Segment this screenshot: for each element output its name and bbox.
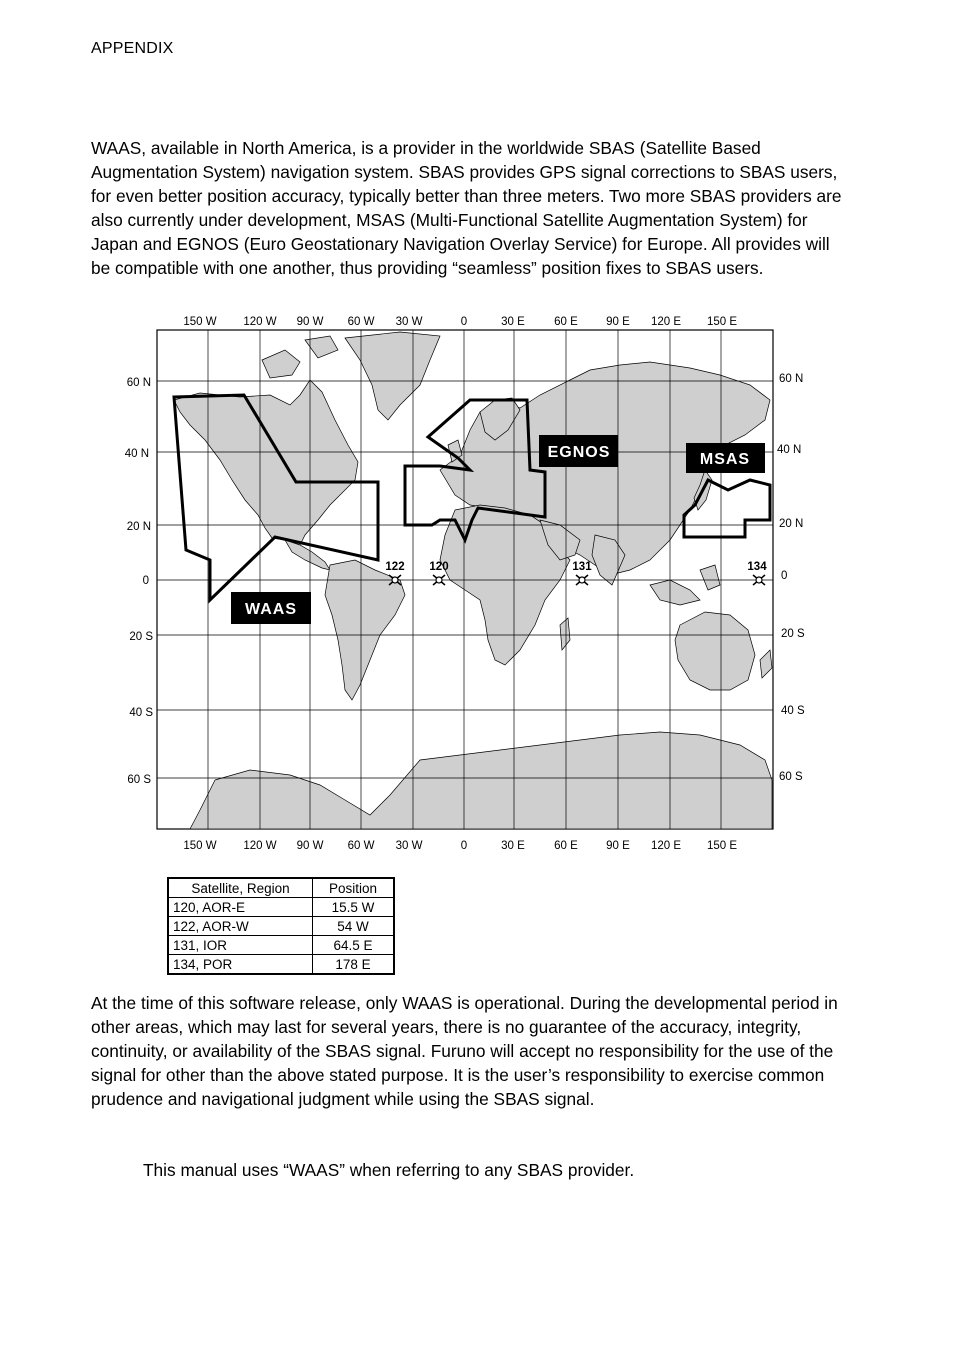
lat-label: 40 S bbox=[129, 707, 153, 719]
lon-label: 150 W bbox=[183, 840, 217, 852]
table-cell: 122, AOR-W bbox=[168, 917, 313, 936]
lon-label: 150 E bbox=[706, 840, 738, 852]
table-row bbox=[168, 936, 394, 955]
table-header: Position bbox=[313, 878, 395, 898]
table-cell: 15.5 W bbox=[313, 898, 395, 917]
table-cell: 134, POR bbox=[168, 955, 313, 975]
note-text: This manual uses “WAAS” when referring to any SBAS provider. bbox=[143, 1160, 635, 1180]
intro-paragraph: WAAS, available in North America, is a provider in the worldwide SBAS (Satellite Based Augmentation System) navigation system. SBAS provides GPS signal corrections to SBAS users, for even better position accuracy, typically better than three meters. Two more SBAS providers are also currently under development, MSAS (Multi-Functional Satellite Augmentation System) for Japan and EGNOS (Euro Geostationary Navigation Overlay Service) for Europe. All provides will be compatible with one another, thus providing “seamless” position fixes to SBAS users. bbox=[91, 138, 842, 278]
lat-label: 60 N bbox=[779, 373, 804, 385]
lon-label: 0 bbox=[460, 316, 468, 328]
table-row bbox=[168, 898, 394, 917]
table-header: Satellite, Region bbox=[168, 878, 313, 898]
msas-label: MSAS bbox=[699, 451, 751, 468]
latitude-labels-left bbox=[125, 377, 154, 786]
table-header-row bbox=[168, 878, 394, 898]
lon-label: 0 bbox=[460, 840, 468, 852]
lon-label: 30 E bbox=[501, 316, 525, 328]
lat-label: 0 bbox=[781, 570, 788, 582]
lat-label: 20 S bbox=[129, 631, 153, 643]
sbas-coverage-map bbox=[100, 305, 820, 855]
table-cell: 120, AOR-E bbox=[168, 898, 313, 917]
lon-label: 120 W bbox=[243, 316, 277, 328]
lat-label: 40 N bbox=[124, 448, 149, 460]
lat-label: 20 N bbox=[126, 521, 151, 533]
lon-label: 120 E bbox=[650, 316, 682, 328]
longitude-labels-bottom bbox=[183, 840, 737, 852]
waas-label: WAAS bbox=[245, 601, 297, 618]
lon-label: 30 W bbox=[395, 316, 423, 328]
lat-label: 60 S bbox=[127, 774, 151, 786]
satellite-table bbox=[167, 877, 395, 975]
table-cell: 54 W bbox=[313, 917, 395, 936]
lat-label: 40 S bbox=[781, 705, 805, 717]
lat-label: 40 N bbox=[777, 444, 802, 456]
lat-label: 60 S bbox=[779, 771, 803, 783]
egnos-label: EGNOS bbox=[547, 444, 611, 461]
lon-label: 60 W bbox=[347, 840, 375, 852]
satellite-label: 131 bbox=[572, 561, 592, 573]
satellite-label: 134 bbox=[747, 561, 767, 573]
satellite-label: 120 bbox=[429, 561, 449, 573]
table-cell: 178 E bbox=[313, 955, 395, 975]
lat-label: 20 S bbox=[781, 628, 805, 640]
lon-label: 30 W bbox=[395, 840, 423, 852]
lon-label: 90 E bbox=[606, 840, 630, 852]
lon-label: 150 W bbox=[183, 316, 217, 328]
lon-label: 30 E bbox=[501, 840, 525, 852]
outro-paragraph: At the time of this software release, only WAAS is operational. During the developmental period in other areas, which may last for several years, there is no guarantee of the accuracy, integrity, continuity, or availability of the SBAS signal. Furuno will accept no responsibility for the use of the signal for other than the above stated purpose. It is the user’s responsibility to exercise common prudence and navigational judgment while using the SBAS signal. bbox=[91, 993, 838, 1109]
lat-label: 20 N bbox=[779, 518, 804, 530]
longitude-labels-top bbox=[183, 316, 737, 328]
table-cell: 64.5 E bbox=[313, 936, 395, 955]
lon-label: 60 E bbox=[554, 840, 578, 852]
lon-label: 90 E bbox=[606, 316, 630, 328]
lon-label: 60 W bbox=[347, 316, 375, 328]
lon-label: 120 W bbox=[243, 840, 277, 852]
lon-label: 120 E bbox=[650, 840, 682, 852]
satellite-label: 122 bbox=[385, 561, 405, 573]
lon-label: 150 E bbox=[706, 316, 738, 328]
lon-label: 90 W bbox=[296, 316, 324, 328]
page-header: APPENDIX bbox=[91, 40, 174, 57]
table-cell: 131, IOR bbox=[168, 936, 313, 955]
latitude-labels-right bbox=[777, 373, 805, 783]
lat-label: 60 N bbox=[126, 377, 151, 389]
lon-label: 60 E bbox=[554, 316, 578, 328]
lon-label: 90 W bbox=[296, 840, 324, 852]
table-row bbox=[168, 955, 394, 975]
table-row bbox=[168, 917, 394, 936]
lat-label: 0 bbox=[142, 575, 149, 587]
